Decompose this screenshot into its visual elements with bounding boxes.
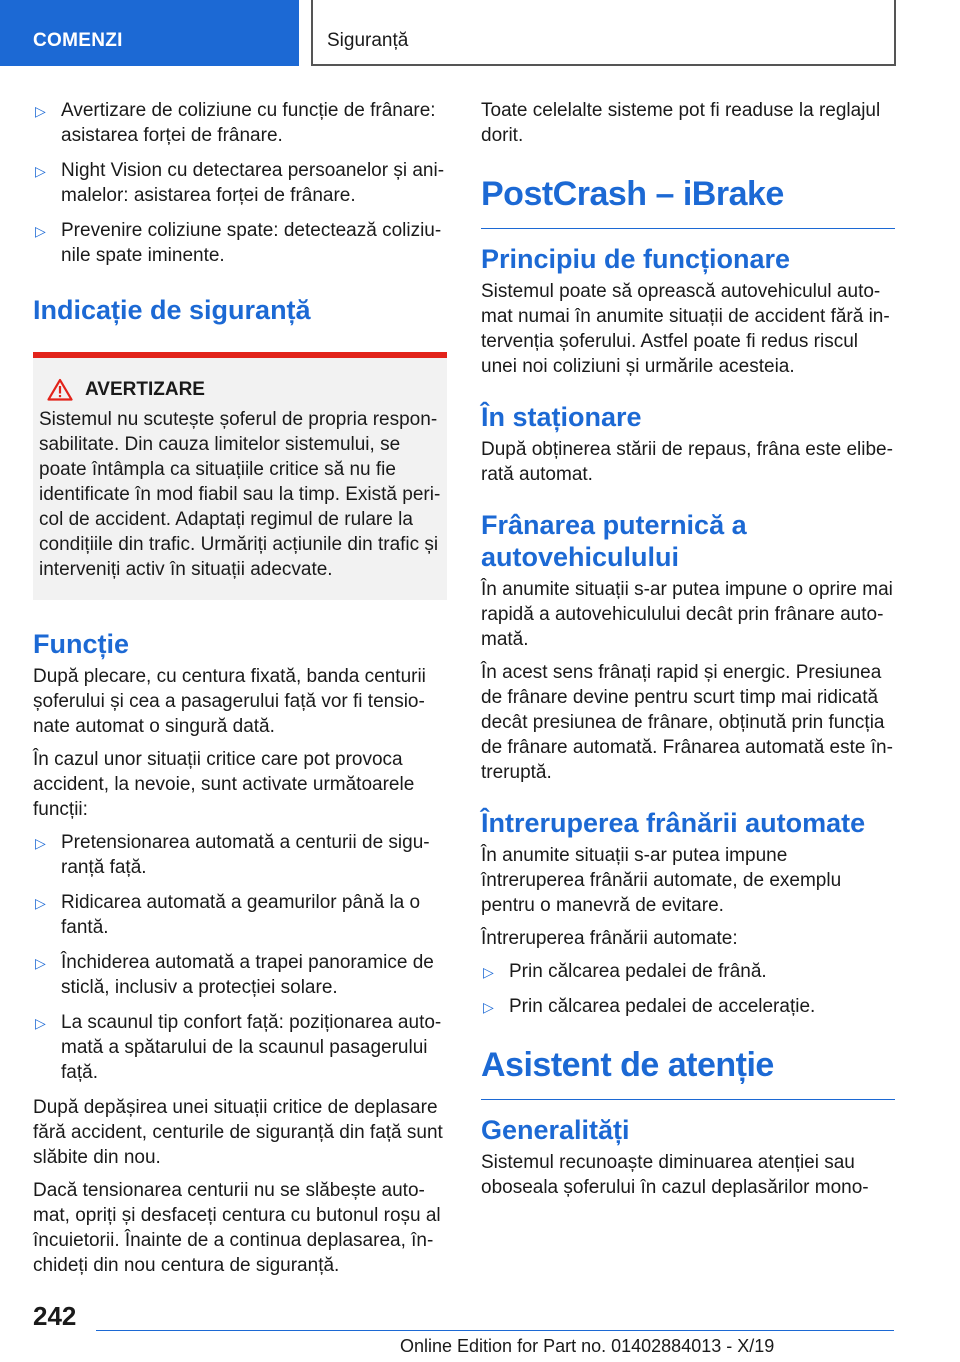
chapter-title: Siguranță [311,0,896,66]
triangle-bullet-icon: ▷ [35,163,46,179]
intro-paragraph: Toate celelalte sisteme pot fi readuse la reglajul dorit. [481,100,881,146]
function-paragraph: După plecare, cu centura fixată, banda centurii șoferului și cea a pasagerului față vor fi tensionate automat o singură dată. [33,666,426,737]
braking-paragraph: În acest sens frânați rapid și energic. Presiunea de frânare devine pentru scurt timp mai ridicată decât presiunea de frânare, obținută prin funcția de frânare automată. Frânarea automată este întreruptă. [481,662,893,783]
function-list [33,830,447,1085]
warning-box [33,352,447,600]
list-item: ▷ Închiderea automată a trapei panoramice de sticlă, inclusiv a protecției solare. [35,952,434,998]
section-tab: COMENZI [0,0,299,66]
list-item: ▷ Pretensionarea automată a centurii de siguranță față. [35,832,430,878]
list-item: ▷ Prevenire coliziune spate: detectează coliziunile spate iminente. [35,220,442,266]
standstill-paragraph: După obținerea stării de repaus, frâna este eliberată automat. [481,439,893,485]
triangle-bullet-icon: ▷ [35,955,46,971]
function-paragraph: În cazul unor situații critice care pot provoca accident, la nevoie, sunt activate următoarele funcții: [33,749,415,820]
warning-title: AVERTIZARE [85,378,205,400]
standstill-heading: În staționare [481,402,642,432]
general-heading: Generalități [481,1115,630,1145]
list-item: ▷ Prin călcarea pedalei de accelerație. [481,994,895,1019]
postcrash-heading: PostCrash – iBrake [481,174,895,229]
edition-note: Online Edition for Part no. 01402884013 - X/19 [400,1336,775,1356]
braking-paragraph: În anumite situații s-ar putea impune o oprire mai rapidă a autovehiculului decât prin frânare automată. [481,579,893,650]
triangle-bullet-icon: ▷ [35,103,46,119]
attention-heading: Asistent de atenție [481,1045,895,1100]
list-item: ▷ Prin călcarea pedalei de frână. [481,959,895,984]
triangle-bullet-icon: ▷ [35,895,46,911]
warning-triangle-icon [47,378,73,401]
footer-divider [96,1330,894,1331]
warning-header [47,378,441,401]
function-paragraph: După depășirea unei situații critice de deplasare fără accident, centurile de siguranță din față sunt slăbite din nou. [33,1097,443,1168]
principle-heading: Principiu de funcționare [481,244,791,274]
interrupt-paragraph: În anumite situații s-ar putea impune întreruperea frânării automate, de exemplu pentru o manevră de evitare. [481,845,842,916]
triangle-bullet-icon: ▷ [35,835,46,851]
triangle-bullet-icon: ▷ [483,964,494,980]
braking-heading: Frânarea puternică a autovehiculului [481,510,747,572]
warning-text: Sistemul nu scutește șoferul de propria responsabilitate. Din cauza limitelor sistemului, se poate întâmpla ca situațiile critice să nu fie identificate în mod fiabil sau la timp. Există pericol de accident. Adaptați regimul de rulare la condițiile din trafic. Urmăriți acțiunile din trafic și interveniți activ în situații adecvate. [39,409,441,580]
general-paragraph: Sistemul recunoaște diminuarea atenției sau oboseala șoferului în cazul deplasărilor mono- [481,1152,869,1198]
interrupt-paragraph: Întreruperea frânării automate: [481,928,738,949]
list-item: ▷ Night Vision cu detectarea persoanelor și animalelor: asistarea forței de frânare. [35,160,445,206]
function-heading: Funcție [33,629,130,659]
interrupt-list [481,959,895,1019]
right-column [481,98,895,1208]
intro-list [33,98,447,268]
function-paragraph: Dacă tensionarea centurii nu se slăbește automat, opriți și desfaceți centura cu butonul roșu al încuietorii. Înainte de a continua deplasarea, închideți din nou centura de siguranță. [33,1180,441,1276]
page-number: 242 [33,1301,77,1331]
principle-paragraph: Sistemul poate să oprească autovehiculul automat numai în anumite situații de accident fără intervenția șoferului. Astfel poate fi redus riscul unei noi coliziuni și urmările acesteia. [481,281,890,377]
left-column [33,98,447,1286]
triangle-bullet-icon: ▷ [35,1015,46,1031]
page-header [0,0,960,66]
triangle-bullet-icon: ▷ [35,223,46,239]
triangle-bullet-icon: ▷ [483,999,494,1015]
list-item: ▷ Ridicarea automată a geamurilor până la o fantă. [35,892,421,938]
safety-heading: Indicație de siguranță [33,295,311,325]
list-item: ▷ Avertizare de coliziune cu funcție de frânare: asistarea forței de frânare. [35,100,436,146]
interrupt-heading: Întreruperea frânării automate [481,808,866,838]
list-item: ▷ La scaunul tip confort față: poziționarea automată a spătarului de la scaunul pasagerului față. [35,1012,442,1083]
